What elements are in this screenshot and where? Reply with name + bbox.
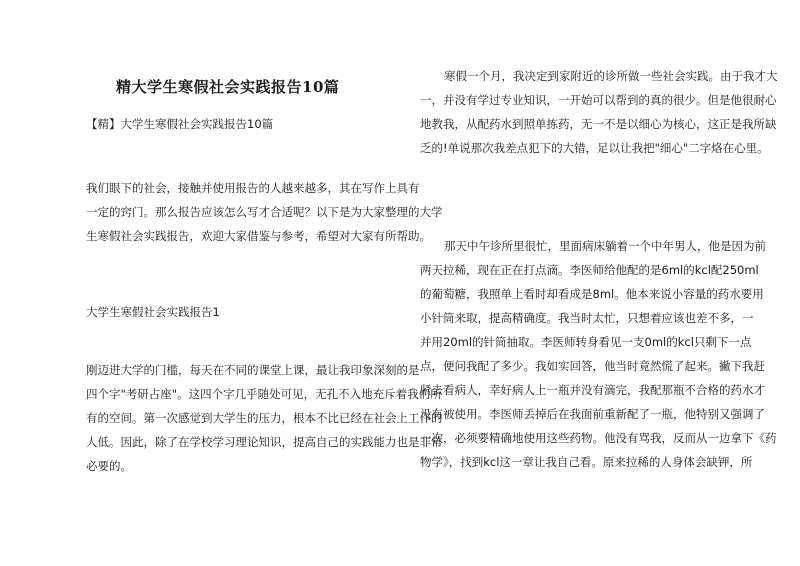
right-para2-line: 物学》，找到kcl这一章让我自己看。原来拉稀的人身体会缺钾，所: [420, 455, 753, 469]
section1-paragraph: [86, 358, 443, 478]
section-heading: 大学生寒假社会实践报告1: [86, 305, 220, 319]
section1-line: 有的空间。第一次感觉到大学生的压力，根本不比已经在社会上工作的: [86, 411, 443, 425]
right-para2-line: 两天拉稀，现在正在打点滴。李医师给他配的是6ml的kcl配250ml: [420, 263, 759, 277]
document-subtitle: 【精】大学生寒假社会实践报告10篇: [86, 117, 274, 131]
right-para2-line: 没有被使用。李医师丢掉后在我面前重新配了一瓶，他特别又强调了: [420, 407, 765, 421]
document-title: 精大学生寒假社会实践报告10篇: [116, 78, 340, 96]
right-para2-line: 点，便问我配了多少。我如实回答，他当时竟然慌了起来。撇下我赶: [420, 359, 765, 373]
right-paragraph-2: [420, 234, 777, 474]
right-para2-line: 小针筒来取，提高精确度。我当时太忙，只想着应该也差不多，一: [420, 311, 754, 325]
section1-line: 四个字"考研占座"。这四个字几乎随处可见，无孔不入地充斥着我们所: [86, 387, 442, 401]
right-para2-line: 紧去看病人，幸好病人上一瓶并没有滴完，我配那瓶不合格的药水才: [420, 383, 765, 397]
right-para1-line: 寒假一个月，我决定到家附近的诊所做一些社会实践。由于我才大: [444, 69, 778, 83]
right-para2-line: 那天中午诊所里很忙，里面病床躺着一个中年男人，他是因为前: [444, 239, 766, 253]
intro-line: 一定的窍门。那么报告应该怎么写才合适呢？以下是为大家整理的大学: [86, 205, 443, 219]
right-para2-line: 一次，必须要精确地使用这些药物。他没有骂我，反而从一边拿下《药: [420, 431, 777, 445]
right-paragraph-1: [420, 64, 778, 160]
section1-line: 人低。因此，除了在学校学习理论知识，提高自己的实践能力也是非常: [86, 435, 443, 449]
right-para1-line: 一，并没有学过专业知识，一开始可以帮到的真的很少。但是他很耐心: [420, 93, 777, 107]
intro-line: 我们眼下的社会，接触并使用报告的人越来越多，其在写作上具有: [86, 181, 420, 195]
intro-paragraph: [86, 176, 443, 248]
right-para1-line: 地教我，从配药水到照单拣药，无一不是以细心为核心，这正是我所缺: [420, 117, 777, 131]
section1-line: 必要的。: [86, 459, 132, 473]
right-para2-line: 的葡萄糖，我照单上看时却看成是8ml。他本来说小容量的药水要用: [420, 287, 764, 301]
right-para2-line: 并用20ml的针筒抽取。李医师转身看见一支0ml的kcl只剩下一点: [420, 335, 752, 349]
right-para1-line: 乏的!单说那次我差点犯下的大错，足以让我把"细心"二字烙在心里。: [420, 141, 769, 155]
intro-line: 生寒假社会实践报告，欢迎大家借鉴与参考，希望对大家有所帮助。: [86, 229, 431, 243]
section1-line: 刚迈进大学的门槛，每天在不同的课堂上课，最让我印象深刻的是: [86, 363, 420, 377]
